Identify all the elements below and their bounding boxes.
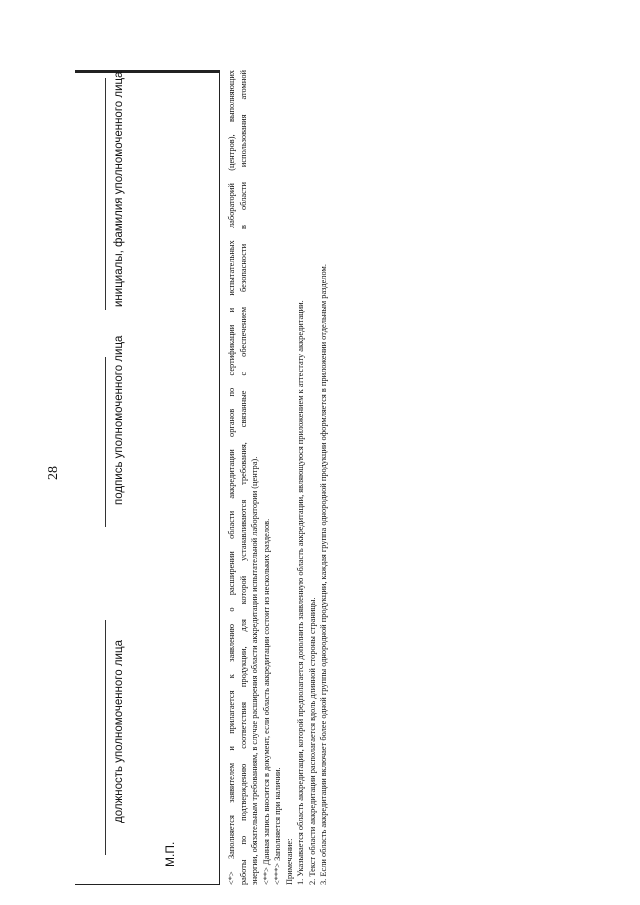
signature-line [105, 357, 106, 527]
remark-item-1: 1. Указывается область аккредитации, которой предполагается дополнить заявленную область аккредитации, являющуюся приложением к аттестату аккредитации. [296, 300, 305, 885]
table-frame [75, 70, 220, 885]
footnotes-section [226, 70, 330, 885]
footnote-1-line-3: энергии, обязательным требованиям, в случае расширения области аккредитации испытательной лаборатории (центра). [250, 456, 259, 885]
position-caption: должность уполномоченного лица [113, 640, 125, 823]
table-frame-right-edge [75, 70, 220, 73]
signature-block [75, 70, 220, 885]
remark-item-3: 3. Если область аккредитации включает более одной группы однородной продукции, каждая группа однородной продукции оформляется в приложении отдельным разделом. [319, 264, 328, 885]
signature-caption: подпись уполномоченного лица [113, 335, 125, 505]
page-number: 28 [46, 466, 61, 480]
remarks-heading: Примечание: [284, 838, 294, 885]
name-signature-line [105, 78, 106, 310]
stamp-placeholder: М.П. [163, 841, 177, 867]
name-caption: инициалы, фамилия уполномоченного лица [113, 71, 125, 307]
footnote-3: <***> Заполняется при наличии. [273, 767, 282, 885]
footnote-2: <**> Данная запись вносится в документ, если область аккредитации состоит из нескольких разделов. [261, 518, 271, 885]
rotated-form-sheet [75, 65, 365, 885]
footnote-1-line-2: работы по подтверждению соответствия продукции, для которой устанавливаются требования, связанные с обеспечением безопасности в области использования атомной [238, 70, 248, 885]
footnote-1-line-1: <*> Заполняется заявителем и прилагается к заявлению о расширении области аккредитации органов по сертификации и испытательных лабораторий (центров), выполняющих [227, 70, 236, 885]
remark-item-2: 2. Текст области аккредитации располагается вдоль длинной стороны страницы. [307, 597, 317, 885]
position-signature-line [105, 620, 106, 855]
